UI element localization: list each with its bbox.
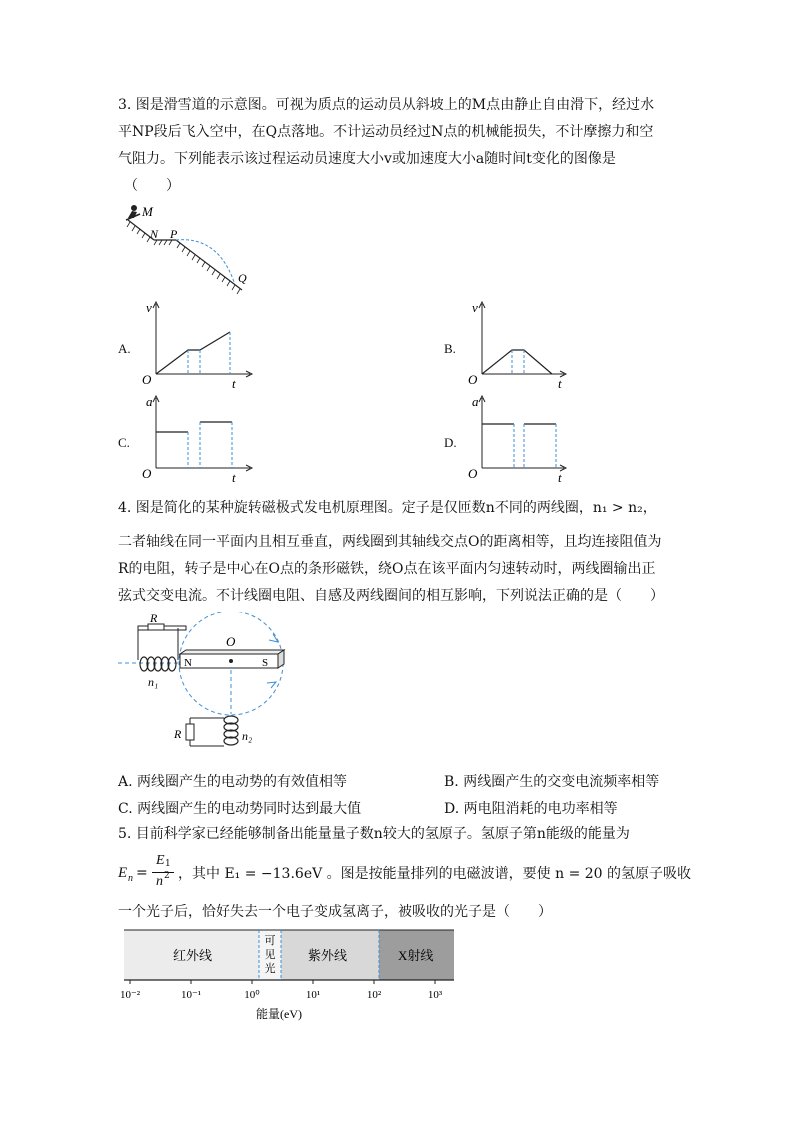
option-a-graph[interactable] (138, 298, 258, 390)
option-b-graph[interactable] (464, 298, 584, 390)
axis-tick-label: 10¹ (305, 989, 321, 1001)
q4-line-3: R的电阻，转子是中心在O点的条形磁铁，绕O点在该平面内匀速转动时，两线圈输出正 (118, 561, 656, 577)
coil-n2-label: n₂ (242, 729, 253, 743)
q5-line-3: 一个光子后，恰好失去一个电子变成氢离子，被吸收的光子是（ ） (118, 904, 552, 920)
center-point (229, 659, 233, 663)
q4-choice-c[interactable]: C. 两线圈产生的电动势同时达到最大值 (118, 801, 362, 817)
option-d-y-label: a (472, 394, 479, 409)
lower-slope (176, 240, 242, 290)
q4-line-4: 弦式交变电流。不计线圈电阻、自感及两线圈间的相互影响，下列说法正确的是（ ） (118, 588, 664, 604)
label-visible: 可见光 (264, 935, 276, 975)
bar-magnet (180, 650, 284, 668)
label-q: Q (238, 271, 247, 285)
q3-line-1: 3. 图是滑雪道的示意图。可视为质点的运动员从斜坡上的M点由静止自由滑下，经过水 (118, 97, 655, 113)
q4-choice-b[interactable]: B. 两线圈产生的交变电流频率相等 (444, 774, 660, 790)
q5-line-1: 5. 目前科学家已经能够制备出能量量子数n较大的氢原子。氢原子第n能级的能量为 (118, 826, 630, 842)
q3-answer-blank: （ ） (124, 178, 180, 194)
spectrum-xlabel: 能量(eV) (256, 1007, 302, 1021)
option-a-letter[interactable]: A. (118, 341, 131, 356)
q4-line-1: 4. 图是简化的某种旋转磁极式发电机原理图。定子是仅匝数n不同的两线圈，n₁ > n₂， (118, 500, 657, 516)
resistor-label-top: R (150, 612, 158, 625)
option-a-curve (156, 332, 230, 374)
formula-e: E (118, 865, 128, 881)
resistor-left (186, 724, 194, 740)
skier-icon (126, 205, 140, 220)
label-infrared: 红外线 (173, 948, 213, 963)
option-d-letter[interactable]: D. (444, 435, 457, 450)
formula-e-sub: n (128, 873, 133, 884)
em-spectrum-diagram (118, 926, 463, 1026)
coil-n1-label: n₁ (148, 675, 159, 689)
q3-line-3: 气阻力。下列能表示该过程运动员速度大小v或加速度大小a随时间t变化的图像是 (118, 151, 616, 167)
axis-tick-label: 10⁻¹ (180, 989, 202, 1001)
option-c-x-label: t (232, 470, 236, 484)
option-b-y-label: v (472, 300, 478, 315)
label-p: P (170, 227, 178, 241)
spectrum-axis-ticks (120, 980, 443, 1001)
rotation-arrow-icon (269, 634, 278, 642)
option-b-letter[interactable]: B. (444, 341, 456, 356)
option-b-curve (482, 350, 552, 374)
option-a-x-label: t (232, 376, 236, 390)
option-d-graph[interactable] (464, 392, 584, 484)
coil-n2 (224, 716, 238, 745)
axis-tick-label: 10⁻² (119, 989, 141, 1001)
q4-choice-a[interactable]: A. 两线圈产生的电动势的有效值相等 (118, 774, 348, 790)
option-c-origin: O (142, 466, 152, 481)
generator-diagram (118, 612, 308, 762)
energy-formula: E n = E 1 n 2 (118, 853, 178, 893)
magnet-s-label: S (262, 657, 269, 669)
rotation-arrow-icon-2 (267, 682, 276, 688)
option-a-origin: O (142, 372, 152, 387)
option-b-x-label: t (558, 376, 562, 390)
option-b-origin: O (468, 372, 478, 387)
axis-tick-label: 10⁰ (244, 989, 260, 1001)
axis-tick-label: 10² (366, 989, 382, 1001)
q4-line-2: 二者轴线在同一平面内且相互垂直，两线圈到其轴线交点O的距离相等，且均连接阻值为 (118, 534, 662, 550)
label-n: N (150, 227, 159, 241)
ski-slope-diagram (118, 200, 258, 300)
resistor-label-left: R (174, 727, 182, 741)
formula-num: E (156, 853, 165, 868)
formula-num-sub: 1 (165, 859, 171, 869)
q4-choice-d[interactable]: D. 两电阻消耗的电功率相等 (444, 801, 618, 817)
label-m: M (142, 204, 153, 219)
label-xray: X射线 (398, 948, 434, 963)
option-d-origin: O (468, 466, 478, 481)
option-a-y-label: v (146, 300, 152, 315)
q5-line-2: ，其中 E₁ = −13.6eV 。图是按能量排列的电磁波谱，要使 n = 20 的氢原子吸收 (178, 866, 692, 882)
formula-den-sup: 2 (164, 871, 170, 881)
axis-tick-label: 10³ (427, 989, 443, 1001)
center-label-o: O (226, 634, 236, 649)
formula-den: n (156, 874, 163, 889)
magnet-n-label: N (184, 657, 192, 669)
label-ultraviolet: 紫外线 (308, 948, 348, 963)
option-d-x-label: t (558, 470, 562, 484)
option-c-y-label: a (146, 394, 153, 409)
option-c-graph[interactable] (138, 392, 258, 484)
coil-n1 (140, 657, 176, 671)
option-c-letter[interactable]: C. (118, 435, 130, 450)
q3-line-2: 平NP段后飞入空中，在Q点落地。不计运动员经过N点的机械能损失，不计摩擦力和空 (118, 124, 654, 140)
